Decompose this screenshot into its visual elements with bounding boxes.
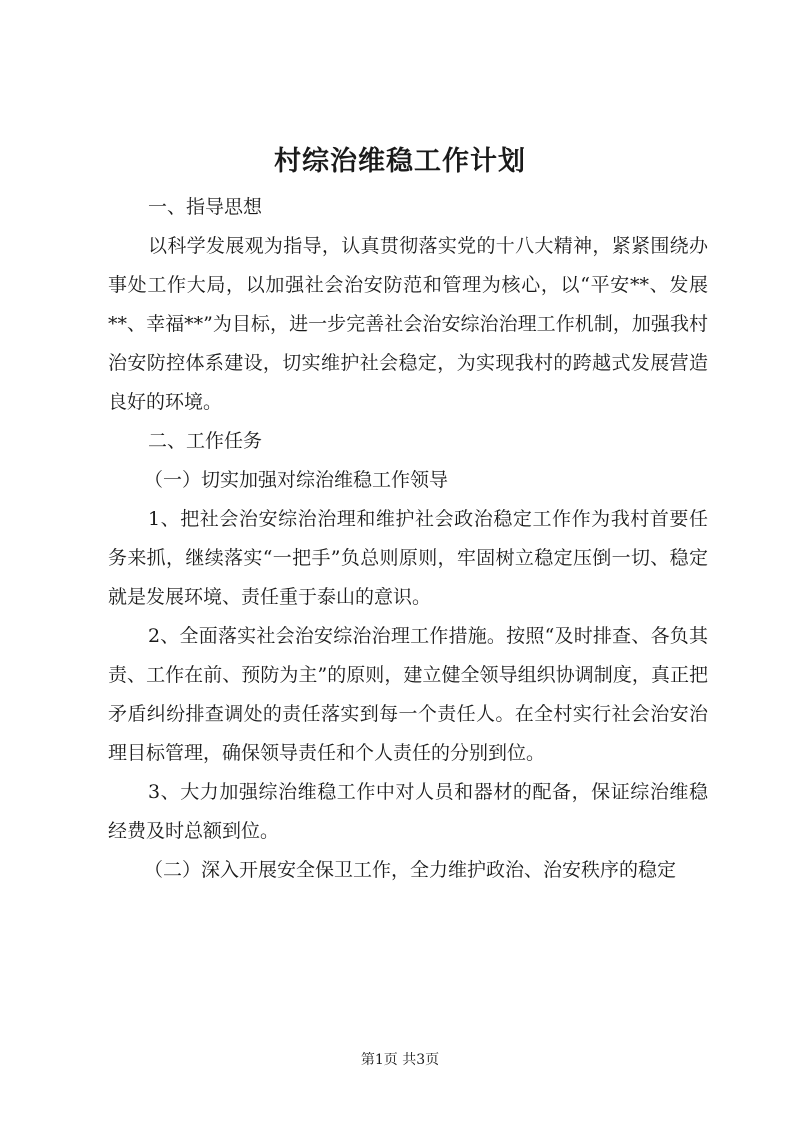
paragraph-guiding-ideology: 以科学发展观为指导，认真贯彻落实党的十八大精神，紧紧围绕办事处工作大局，以加强社会治安防范和管理为核心，以“平安**、发展**、幸福**”为目标，进一步完善社会治安综治治理工作机制，加强我村治安防控体系建设，切实维护社会稳定，为实现我村的跨越式发展营造良好的环境。 bbox=[108, 235, 708, 413]
subsection-heading-2: （二）深入开展安全保卫工作，全力维护政治、治安秩序的稳定 bbox=[144, 859, 677, 881]
section-heading-work-tasks: 二、工作任务 bbox=[148, 430, 263, 452]
subsection-heading-1: （一）切实加强对综治维稳工作领导 bbox=[144, 469, 449, 491]
document-title: 村综治维稳工作计划 bbox=[274, 146, 526, 177]
section-heading-guiding-ideology: 一、指导思想 bbox=[148, 196, 263, 218]
paragraph-item-2: 2、全面落实社会治安综治治理工作措施。按照“及时排查、各负其责、工作在前、预防为主”的原则，建立健全领导组织协调制度，真正把矛盾纠纷排查调处的责任落实到每一个责任人。在全村实行社会治安治理目标管理，确保领导责任和个人责任的分别到位。 bbox=[108, 625, 708, 764]
document-body bbox=[108, 188, 708, 890]
paragraph-item-1: 1、把社会治安综治治理和维护社会政治稳定工作作为我村首要任务来抓，继续落实“一把手”负总则原则，牢固树立稳定压倒一切、稳定就是发展环境、责任重于泰山的意识。 bbox=[108, 508, 708, 608]
page-footer: 第1页 共3页 bbox=[360, 1052, 440, 1068]
paragraph-item-3: 3、大力加强综治维稳工作中对人员和器材的配备，保证综治维稳经费及时总额到位。 bbox=[108, 781, 708, 842]
